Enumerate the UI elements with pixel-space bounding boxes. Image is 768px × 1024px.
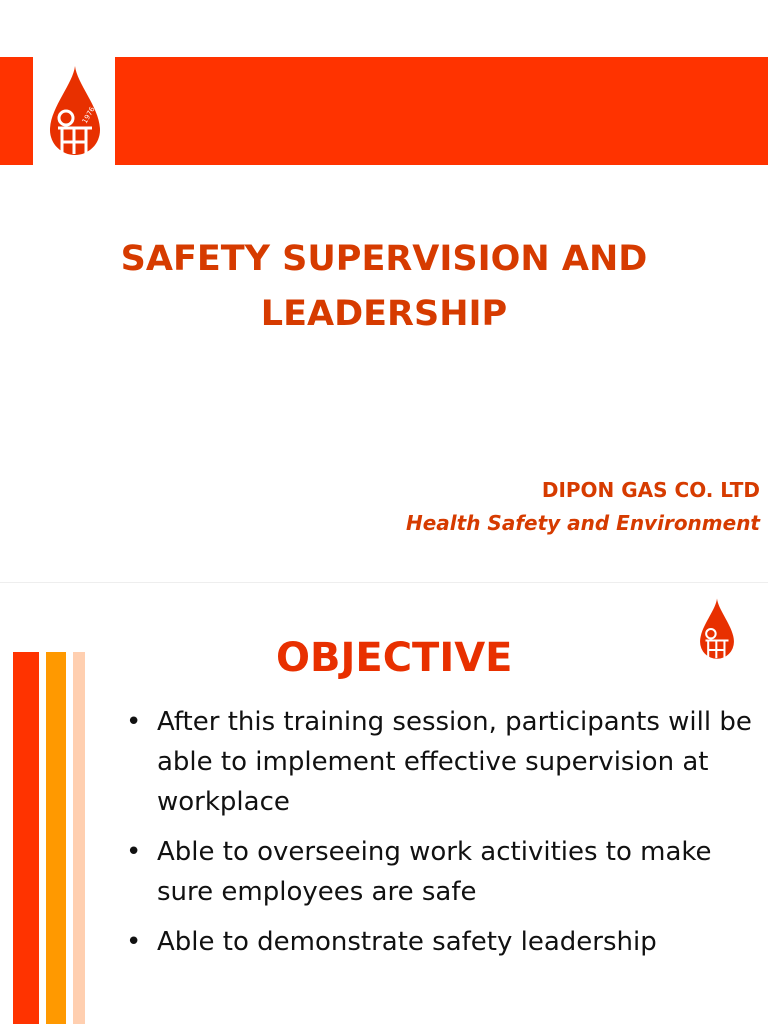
svg-text:1976: 1976 [80, 105, 97, 125]
slide-divider [0, 582, 768, 583]
objective-item: • Able to demonstrate safety leadership [120, 922, 760, 962]
objective-list [120, 702, 760, 972]
decorative-stripe-orange [46, 652, 66, 1024]
objective-item: • Able to overseeing work activities to make sure employees are safe [120, 832, 760, 912]
slide-title-line-2: LEADERSHIP [260, 294, 508, 334]
slide-title-line-1: SAFETY SUPERVISION AND [120, 239, 648, 279]
objective-heading: OBJECTIVE [276, 635, 513, 681]
company-logo-small-icon [696, 590, 738, 672]
department-name: Health Safety and Environment [406, 511, 760, 535]
company-logo-icon [44, 62, 106, 166]
decorative-stripe-light [73, 652, 85, 1024]
header-band-right [115, 57, 768, 165]
objective-item: • After this training session, participants will be able to implement effective supervision at workplace [120, 702, 760, 822]
decorative-stripe-red [13, 652, 39, 1024]
company-name: DIPON GAS CO. LTD [541, 478, 760, 502]
header-band-left [0, 57, 33, 165]
